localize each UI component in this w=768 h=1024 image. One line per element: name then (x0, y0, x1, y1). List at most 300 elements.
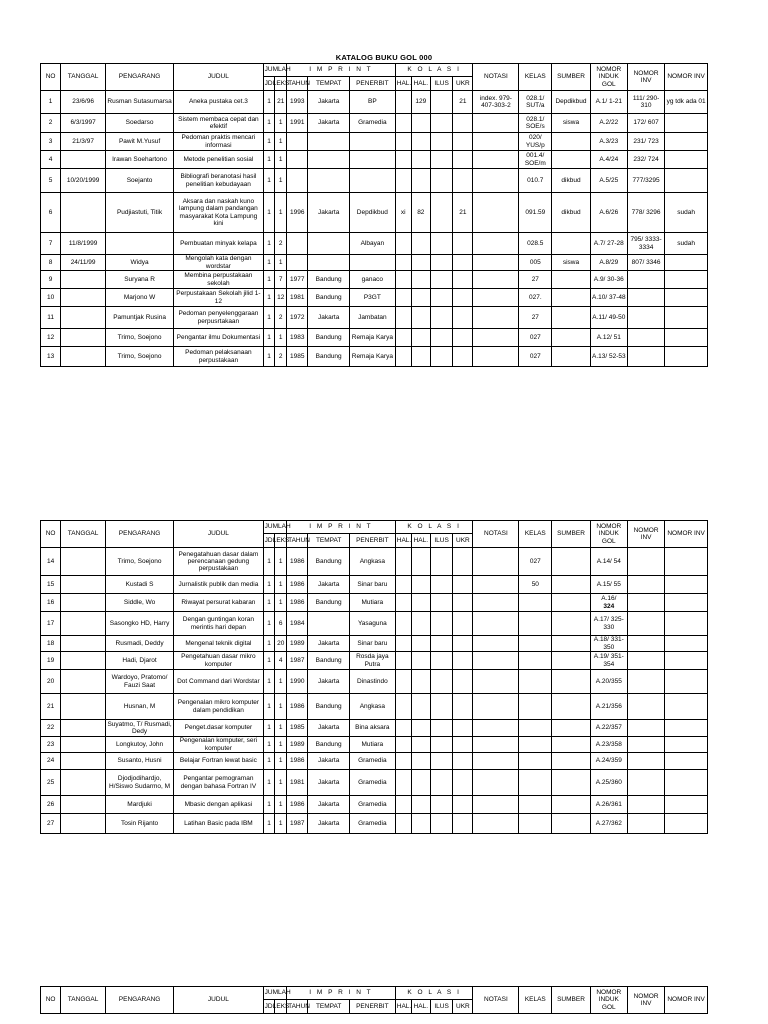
cell-ukr (453, 720, 473, 737)
cell-penerbit: Jambatan (349, 307, 395, 329)
cell-inv1 (627, 329, 664, 347)
cell-kelas: 001.4/ SOE/m (519, 151, 552, 169)
cell-induk: A.6/26 (590, 193, 627, 233)
cell-kelas: 027 (519, 548, 552, 576)
cell-ilus (430, 737, 452, 753)
cell-tahun: 1989 (287, 636, 308, 652)
cell-no: 10 (41, 289, 61, 307)
cell-tahun: 1985 (287, 347, 308, 367)
cell-tahun: 1986 (287, 694, 308, 720)
cell-tanggal (61, 548, 106, 576)
table-row (41, 289, 708, 307)
cell-kelas (519, 737, 552, 753)
cell-notasi (473, 636, 519, 652)
table-row (41, 694, 708, 720)
cell-no: 21 (41, 694, 61, 720)
cell-hal1: xi (395, 193, 411, 233)
header-kelas: KELAS (519, 521, 552, 548)
header-nomor-inv: NOMOR INV (627, 987, 664, 1014)
cell-hal2 (411, 233, 430, 255)
cell-ilus (430, 612, 452, 636)
cell-ilus (430, 133, 452, 151)
cell-pengarang: Kustadi S (105, 576, 173, 594)
cell-notasi (473, 737, 519, 753)
cell-hal1 (395, 720, 411, 737)
header-sumber: SUMBER (552, 64, 590, 91)
cell-tanggal (61, 770, 106, 796)
cell-inv1: 795/ 3333-3334 (627, 233, 664, 255)
header-penerbit: PENERBIT (349, 77, 395, 91)
cell-sumber (552, 576, 590, 594)
table-row (41, 169, 708, 193)
cell-pengarang (105, 233, 173, 255)
cell-eks: 1 (275, 169, 287, 193)
cell-pengarang: Rusman Sutasumarsa (105, 91, 173, 114)
cell-jdl: 1 (263, 233, 275, 255)
cell-tahun: 1984 (287, 612, 308, 636)
cell-tempat: Bandung (308, 594, 350, 612)
cell-pengarang: Mardjuki (105, 796, 173, 814)
cell-pengarang: Siddle, Wo (105, 594, 173, 612)
cell-kelas: 005 (519, 255, 552, 271)
cell-ilus (430, 255, 452, 271)
cell-no: 11 (41, 307, 61, 329)
cell-tahun: 1977 (287, 271, 308, 289)
cell-tanggal (61, 612, 106, 636)
cell-hal2 (411, 594, 430, 612)
cell-pengarang: Irawan Soehartono (105, 151, 173, 169)
cell-induk: A.14/ 54 (590, 548, 627, 576)
cell-judul: Bibliografi beranotasi hasil penelitian kebudayaan (174, 169, 263, 193)
cell-inv2 (665, 720, 708, 737)
cell-jdl: 1 (263, 670, 275, 694)
cell-hal1 (395, 694, 411, 720)
cell-inv2 (665, 594, 708, 612)
header-tanggal: TANGGAL (61, 521, 106, 548)
cell-eks: 1 (275, 670, 287, 694)
cell-eks: 1 (275, 737, 287, 753)
cell-tahun (287, 151, 308, 169)
cell-tempat: Bandung (308, 652, 350, 670)
cell-ilus (430, 720, 452, 737)
cell-penerbit: Remaja Karya (349, 329, 395, 347)
cell-tahun: 1983 (287, 329, 308, 347)
cell-sumber: siswa (552, 255, 590, 271)
cell-tahun (287, 133, 308, 151)
cell-induk (590, 594, 627, 612)
header-notasi: NOTASI (473, 987, 519, 1014)
cell-notasi (473, 612, 519, 636)
header-jumlah: JUMLAH (263, 987, 286, 1000)
cell-eks: 20 (275, 636, 287, 652)
cell-no: 24 (41, 753, 61, 770)
cell-judul: Metode penelitian sosial (174, 151, 263, 169)
cell-no: 4 (41, 151, 61, 169)
cell-jdl: 1 (263, 720, 275, 737)
cell-tempat: Bandung (308, 289, 350, 307)
cell-kelas: 27 (519, 307, 552, 329)
cell-eks: 1 (275, 694, 287, 720)
cell-kelas (519, 594, 552, 612)
header-no: NO (41, 987, 61, 1014)
cell-ukr (453, 329, 473, 347)
cell-tempat: Bandung (308, 694, 350, 720)
cell-sumber: siswa (552, 114, 590, 133)
cell-sumber (552, 814, 590, 834)
cell-tanggal (61, 753, 106, 770)
header-ilus: ILUS (430, 1000, 452, 1014)
cell-notasi (473, 289, 519, 307)
cell-induk: A.17/ 325-330 (590, 612, 627, 636)
cell-eks: 1 (275, 753, 287, 770)
cell-inv1 (627, 796, 664, 814)
cell-notasi (473, 594, 519, 612)
header-hal2: HAL. (411, 534, 430, 548)
header-sumber: SUMBER (552, 521, 590, 548)
header-nomor-inv-2: NOMOR INV (665, 521, 708, 548)
cell-tempat: Jakarta (308, 307, 350, 329)
cell-notasi (473, 169, 519, 193)
cell-notasi (473, 307, 519, 329)
cell-ilus (430, 694, 452, 720)
cell-pengarang: Suryana R (105, 271, 173, 289)
cell-ilus (430, 91, 452, 114)
header-nomor-inv-2: NOMOR INV (665, 987, 708, 1014)
cell-tahun: 1989 (287, 737, 308, 753)
cell-inv2 (665, 576, 708, 594)
header-hal2: HAL. (411, 1000, 430, 1014)
cell-judul: Pengantar pemograman dengan bahasa Fortran IV (174, 770, 263, 796)
cell-hal2: 82 (411, 193, 430, 233)
header-judul: JUDUL (174, 64, 263, 91)
cell-penerbit: Gramedia (349, 753, 395, 770)
cell-tahun: 1990 (287, 670, 308, 694)
header-ukr: UKR (453, 77, 473, 91)
cell-tanggal (61, 193, 106, 233)
header-pengarang: PENGARANG (105, 987, 173, 1014)
cell-induk: A.18/ 331-350 (590, 636, 627, 652)
cell-hal1 (395, 169, 411, 193)
cell-ilus (430, 233, 452, 255)
cell-kelas: 028.5 (519, 233, 552, 255)
cell-notasi (473, 576, 519, 594)
table-row (41, 329, 708, 347)
cell-notasi (473, 193, 519, 233)
header-kolasi: K O L A S I (395, 987, 473, 1000)
cell-pengarang: Longkutoy, John (105, 737, 173, 753)
cell-pengarang: Soedarso (105, 114, 173, 133)
table-row (41, 670, 708, 694)
cell-pengarang: Pamuntjak Rusina (105, 307, 173, 329)
cell-jdl: 1 (263, 133, 275, 151)
cell-induk: A.20/355 (590, 670, 627, 694)
cell-penerbit (349, 151, 395, 169)
cell-pengarang: Rusmadi, Deddy (105, 636, 173, 652)
cell-ilus (430, 329, 452, 347)
table-row (41, 133, 708, 151)
cell-jdl: 1 (263, 636, 275, 652)
cell-ukr (453, 636, 473, 652)
cell-ilus (430, 193, 452, 233)
table-row (41, 307, 708, 329)
header-jdl: JDL (263, 77, 275, 91)
cell-pengarang: Soejanto (105, 169, 173, 193)
cell-hal1 (395, 91, 411, 114)
cell-eks: 7 (275, 271, 287, 289)
cell-inv2 (665, 307, 708, 329)
cell-hal2 (411, 720, 430, 737)
cell-induk: A.25/360 (590, 770, 627, 796)
cell-sumber (552, 612, 590, 636)
cell-hal2 (411, 652, 430, 670)
cell-judul: Dot Command dari Wordstar (174, 670, 263, 694)
cell-tempat: Jakarta (308, 814, 350, 834)
cell-inv1 (627, 548, 664, 576)
cell-pengarang: Djodjodihardjo, H/Siswo Sudarmo, M (105, 770, 173, 796)
cell-induk: A.15/ 55 (590, 576, 627, 594)
cell-tahun: 1986 (287, 753, 308, 770)
cell-inv2 (665, 796, 708, 814)
cell-hal1 (395, 347, 411, 367)
cell-induk: A.7/ 27-28 (590, 233, 627, 255)
cell-sumber (552, 289, 590, 307)
header-jumlah: JUMLAH (263, 64, 286, 77)
cell-pengarang: Wardoyo, Pratomo/ Fauzi Saat (105, 670, 173, 694)
cell-inv1 (627, 737, 664, 753)
cell-hal2 (411, 114, 430, 133)
cell-tanggal (61, 694, 106, 720)
cell-sumber (552, 796, 590, 814)
catalog-table-2 (40, 520, 708, 834)
cell-inv1 (627, 670, 664, 694)
cell-ukr (453, 576, 473, 594)
cell-ilus (430, 652, 452, 670)
cell-inv1 (627, 612, 664, 636)
cell-kelas (519, 796, 552, 814)
cell-inv2 (665, 169, 708, 193)
cell-induk: A.9/ 30-36 (590, 271, 627, 289)
cell-pengarang: Trimo, Soejono (105, 329, 173, 347)
cell-kelas (519, 636, 552, 652)
header-tempat: TEMPAT (308, 1000, 350, 1014)
cell-inv2 (665, 114, 708, 133)
cell-hal1 (395, 289, 411, 307)
cell-tanggal (61, 796, 106, 814)
cell-tanggal (61, 594, 106, 612)
header-ilus: ILUS (430, 534, 452, 548)
cell-tanggal: 21/3/97 (61, 133, 106, 151)
cell-eks: 1 (275, 255, 287, 271)
cell-kelas: 010.7 (519, 169, 552, 193)
cell-ilus (430, 271, 452, 289)
cell-tempat (308, 133, 350, 151)
cell-notasi (473, 151, 519, 169)
cell-ukr (453, 271, 473, 289)
cell-ukr (453, 114, 473, 133)
cell-inv2 (665, 737, 708, 753)
cell-penerbit: Sinar baru (349, 576, 395, 594)
cell-ilus (430, 548, 452, 576)
cell-ukr (453, 694, 473, 720)
cell-hal2 (411, 576, 430, 594)
cell-induk: A.21/356 (590, 694, 627, 720)
cell-pengarang: Suyatmo, T/ Rusmadi, Dedy (107, 720, 172, 735)
cell-no: 19 (41, 652, 61, 670)
cell-inv1: 777/3295 (627, 169, 664, 193)
cell-ilus (430, 594, 452, 612)
cell-no: 23 (41, 737, 61, 753)
cell-no: 3 (41, 133, 61, 151)
cell-hal2 (411, 737, 430, 753)
table-row (41, 636, 708, 652)
header-judul: JUDUL (174, 521, 263, 548)
cell-hal1 (395, 814, 411, 834)
cell-no: 7 (41, 233, 61, 255)
cell-ilus (430, 753, 452, 770)
cell-ukr (453, 594, 473, 612)
cell-hal1 (395, 151, 411, 169)
table-row (41, 720, 708, 737)
cell-notasi (473, 670, 519, 694)
header-eks: EKS (275, 77, 287, 91)
header-penerbit: PENERBIT (349, 534, 395, 548)
cell-pengarang: Susanto, Husni (105, 753, 173, 770)
catalog-table-3 (40, 986, 708, 1014)
cell-inv2 (665, 255, 708, 271)
cell-induk: A.11/ 49-50 (590, 307, 627, 329)
cell-kelas (519, 670, 552, 694)
cell-ukr (453, 169, 473, 193)
cell-ukr (453, 133, 473, 151)
cell-inv2 (665, 753, 708, 770)
cell-notasi (473, 652, 519, 670)
cell-penerbit: Angkasa (349, 694, 395, 720)
cell-jdl: 1 (263, 694, 275, 720)
cell-judul: Pedoman praktis mencari informasi (174, 133, 263, 151)
cell-sumber (552, 737, 590, 753)
cell-penerbit: Albayan (349, 233, 395, 255)
cell-tahun: 1986 (287, 548, 308, 576)
cell-tanggal: 23/6/96 (61, 91, 106, 114)
cell-tempat: Bandung (308, 329, 350, 347)
cell-hal2 (411, 694, 430, 720)
cell-kelas: 027 (519, 329, 552, 347)
cell-inv1: 231/ 723 (627, 133, 664, 151)
cell-pengarang: Tosin Rijanto (105, 814, 173, 834)
cell-hal1 (395, 753, 411, 770)
cell-ukr (453, 737, 473, 753)
cell-tempat: Jakarta (308, 193, 350, 233)
cell-tempat: Jakarta (308, 670, 350, 694)
cell-judul: Pengantar ilmu Dokumentasi (174, 329, 263, 347)
cell-ilus (430, 289, 452, 307)
cell-penerbit: ganaco (349, 271, 395, 289)
cell-induk: A.13/ 52-53 (590, 347, 627, 367)
cell-sumber (552, 548, 590, 576)
cell-induk-prefix: A.16/ (601, 595, 617, 603)
cell-hal1 (395, 796, 411, 814)
cell-ukr (453, 753, 473, 770)
cell-sumber (552, 151, 590, 169)
cell-ukr (453, 652, 473, 670)
cell-eks: 1 (275, 114, 287, 133)
cell-hal1 (395, 255, 411, 271)
cell-sumber (552, 133, 590, 151)
cell-ukr (453, 612, 473, 636)
header-jumlah: JUMLAH (263, 521, 286, 534)
cell-jdl: 1 (263, 271, 275, 289)
cell-penerbit: P3GT (349, 289, 395, 307)
header-ukr: UKR (453, 1000, 473, 1014)
cell-hal2 (411, 636, 430, 652)
cell-eks: 1 (275, 796, 287, 814)
cell-tempat: Jakarta (308, 720, 350, 737)
cell-eks: 1 (275, 814, 287, 834)
cell-tanggal (61, 271, 106, 289)
table-row (41, 255, 708, 271)
cell-inv2 (665, 770, 708, 796)
header-pengarang: PENGARANG (105, 64, 173, 91)
cell-tahun: 1987 (287, 652, 308, 670)
cell-no: 18 (41, 636, 61, 652)
cell-ilus (430, 770, 452, 796)
cell-tanggal: 6/3/1997 (61, 114, 106, 133)
cell-eks: 2 (275, 307, 287, 329)
cell-tahun: 1986 (287, 796, 308, 814)
table-row (41, 151, 708, 169)
cell-tanggal: 10/20/1999 (61, 169, 106, 193)
cell-eks: 1 (275, 770, 287, 796)
cell-pengarang: Pudjiastuti, Titik (105, 193, 173, 233)
cell-notasi (473, 329, 519, 347)
cell-eks: 2 (275, 347, 287, 367)
cell-induk: A.3/23 (590, 133, 627, 151)
header-tempat: TEMPAT (308, 77, 350, 91)
header-tahun: TAHUN (287, 534, 308, 548)
cell-jdl: 1 (263, 169, 275, 193)
cell-inv2: sudah (665, 233, 708, 255)
cell-inv1 (627, 770, 664, 796)
cell-sumber (552, 347, 590, 367)
cell-inv1 (627, 694, 664, 720)
cell-inv1: 232/ 724 (627, 151, 664, 169)
cell-judul: Aksara dan naskah kuno lampung dalam pandangan masyarakat Kota Lampung kini (174, 193, 263, 233)
cell-jdl: 1 (263, 770, 275, 796)
header-notasi: NOTASI (473, 64, 519, 91)
cell-ilus (430, 307, 452, 329)
cell-eks: 2 (275, 233, 287, 255)
cell-sumber (552, 271, 590, 289)
cell-hal2 (411, 329, 430, 347)
cell-hal1 (395, 233, 411, 255)
cell-tempat: Bandung (308, 548, 350, 576)
header-jdl: JDL (263, 534, 275, 548)
cell-induk: A.10/ 37-48 (590, 289, 627, 307)
cell-penerbit (349, 255, 395, 271)
cell-tempat: Jakarta (308, 796, 350, 814)
cell-sumber (552, 329, 590, 347)
header-kelas: KELAS (519, 64, 552, 91)
header-kolasi: K O L A S I (395, 521, 473, 534)
cell-eks: 12 (275, 289, 287, 307)
cell-judul: Mengolah kata dengan wordstar (174, 255, 263, 271)
cell-hal1 (395, 548, 411, 576)
cell-sumber: dikbud (552, 169, 590, 193)
cell-eks: 1 (275, 576, 287, 594)
header-notasi: NOTASI (473, 521, 519, 548)
cell-kelas (519, 612, 552, 636)
cell-tanggal (61, 576, 106, 594)
